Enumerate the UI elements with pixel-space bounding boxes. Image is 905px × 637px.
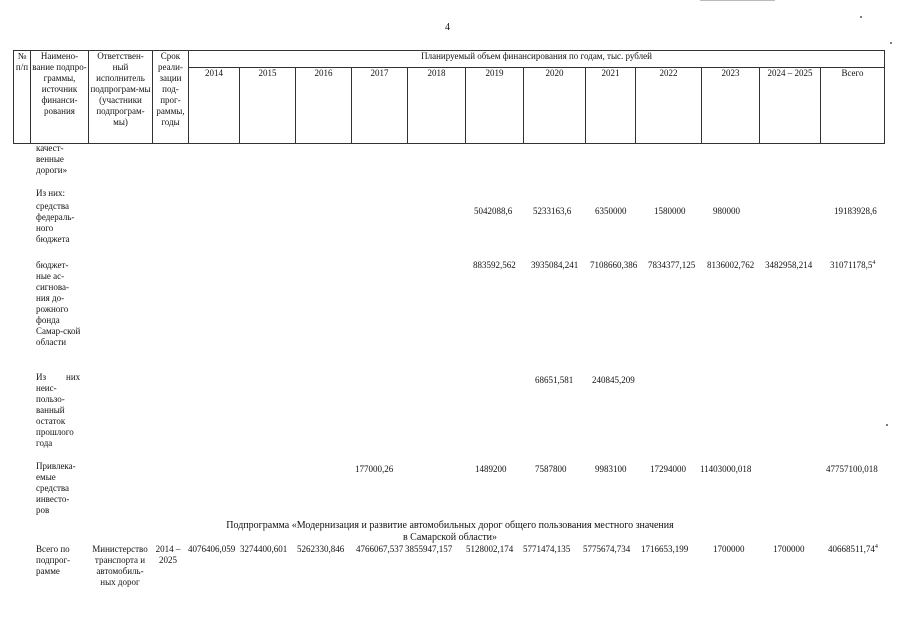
road-fund-2020: 3935084,241 (531, 260, 579, 270)
investors-total: 47757100,018 (826, 464, 878, 474)
road-fund-2019: 883592,562 (473, 260, 516, 270)
investors-2017: 177000,26 (355, 464, 394, 474)
header-year: 2019 (466, 68, 524, 144)
road-fund-total: 31071178,5$^4$ (830, 260, 876, 270)
unused-2021: 240845,209 (592, 375, 635, 385)
federal-2023: 980000 (713, 206, 740, 216)
total-term: 2014 – 2025 (155, 544, 181, 565)
of-them-label: Из них: (36, 188, 65, 198)
header-year: 2016 (296, 68, 352, 144)
total-2024-2025: 1700000 (773, 544, 805, 554)
unused-label-them: них (66, 372, 81, 382)
investors-2020: 7587800 (535, 464, 567, 474)
investors-label: Привлека-емые средства инвесто-ров (36, 461, 76, 515)
total-all: 40668511,74$^4$ (828, 544, 878, 554)
total-2021: 5775674,734 (583, 544, 631, 554)
header-year: 2023 (702, 68, 760, 144)
header-year: 2017 (352, 68, 408, 144)
header-executor: Ответствен-ный исполнитель подпрограм-мы (участники подпрограм-мы) (89, 51, 153, 144)
total-2017: 4766067,537 (356, 544, 404, 554)
total-2019: 5128002,174 (466, 544, 514, 554)
federal-2021: 6350000 (595, 206, 627, 216)
header-name: Наимено-вание подпро-граммы, источник финанси-рования (31, 51, 89, 144)
header-term: Срок реали-зации под-прог-раммы, годы (153, 51, 189, 144)
unused-2020: 68651,581 (535, 375, 574, 385)
total-2022: 1716653,199 (641, 544, 689, 554)
subprogram-title-line1: Подпрограмма «Модернизация и развитие автомобильных дорог общего пользования местного значения (226, 520, 674, 531)
header-total: Всего (821, 68, 885, 144)
investors-2019: 1489200 (475, 464, 507, 474)
scan-speck (890, 42, 892, 44)
scan-speck (860, 16, 862, 18)
subprogram-title-line2: в Самарской области» (402, 532, 498, 543)
header-year: 2014 (189, 68, 240, 144)
scan-speck (886, 424, 888, 426)
header-year: 2018 (408, 68, 466, 144)
unused-label-from: Из (36, 372, 47, 382)
header-num: № п/п (14, 51, 31, 144)
total-subprogram-label: Всего по подпрог-рамме (36, 544, 71, 576)
total-2023: 1700000 (713, 544, 745, 554)
header-year: 2021 (586, 68, 636, 144)
federal-2020: 5233163,6 (533, 206, 572, 216)
federal-total: 19183928,6 (834, 206, 877, 216)
road-fund-2023: 8136002,762 (707, 260, 755, 270)
federal-2022: 1580000 (654, 206, 686, 216)
federal-budget-label: средства федераль-ного бюджета (36, 201, 75, 244)
header-planned-financing: Планируемый объем финансирования по годам, тыс. рублей (189, 51, 885, 68)
header-year: 2022 (636, 68, 702, 144)
total-2020: 5771474,135 (523, 544, 571, 554)
header-year: 2015 (240, 68, 296, 144)
header-year: 2024 – 2025 (760, 68, 821, 144)
unused-remainder-label: неис-пользо-ванный остаток прошлого года (36, 383, 74, 448)
road-fund-2022: 7834377,125 (648, 260, 696, 270)
road-fund-2024-2025: 3482958,214 (765, 260, 813, 270)
investors-2023: 11403000,018 (700, 464, 752, 474)
header-year: 2020 (524, 68, 586, 144)
total-2016: 5262330,846 (297, 544, 345, 554)
continued-label: качест-венные дороги» (36, 143, 68, 175)
investors-2022: 17294000 (650, 464, 686, 474)
total-2014: 4076406,059 (188, 544, 236, 554)
total-2015: 3274400,601 (240, 544, 288, 554)
road-fund-2021: 7108660,386 (590, 260, 638, 270)
financing-table-header (13, 50, 885, 144)
scan-artifact-line (700, 0, 775, 1)
total-executor: Министерство транспорта и автомобиль-ных дорог (92, 544, 148, 587)
road-fund-label: бюджет-ные ас-сигнова-ния до-рожного фонда Самар-ской области (36, 260, 81, 347)
federal-2019: 5042088,6 (474, 206, 513, 216)
investors-2021: 9983100 (595, 464, 627, 474)
page-number: 4 (445, 22, 450, 33)
total-2018: 3855947,157 (405, 544, 453, 554)
